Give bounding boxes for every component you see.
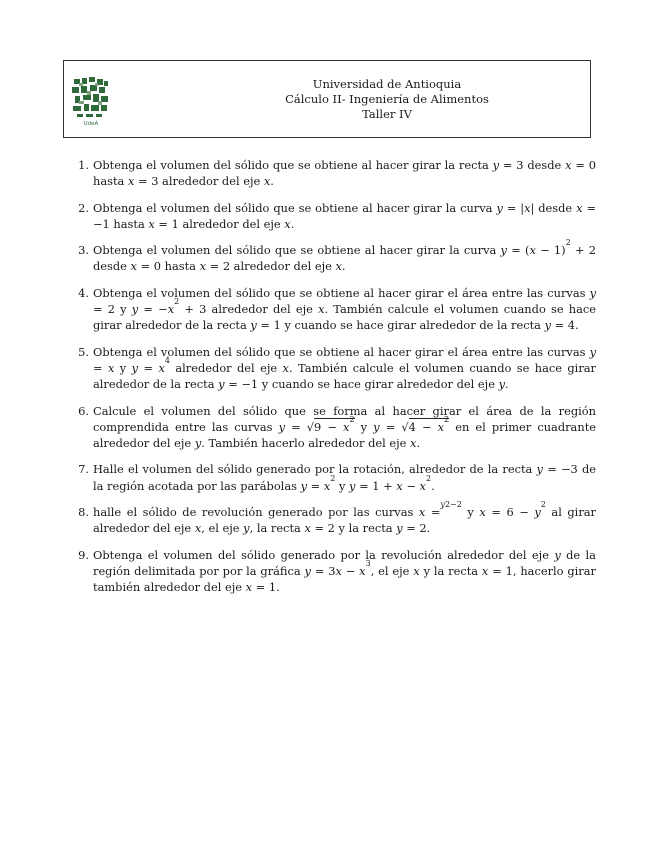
problem-number: 7. — [78, 462, 89, 477]
university-name: Universidad de Antioquia — [312, 77, 462, 91]
problem-list — [73, 157, 596, 606]
problem-number: 6. — [78, 403, 89, 418]
problem-item: 2. Obtenga el volumen del sólido que se obtiene al hacer girar la curva y = |x| desde x = −1 hasta x = 1 alrededor del eje x. — [73, 200, 596, 233]
problem-item: 3. Obtenga el volumen del sólido que se obtiene al hacer girar la curva $y = (x - 1)^2 + 2$ desde x = 0 hasta x = 2 alrededor del eje x. — [73, 242, 596, 275]
problem-number: 3. — [78, 243, 89, 258]
header-text — [184, 77, 590, 122]
problem-number: 4. — [78, 285, 89, 300]
problem-item: 6. Calcule el volumen del sólido que se forma al hacer girar el área de la región comprendida entre las curvas $y = √9 - x^2$ y $y = √4 - x^2$ en el primer cuadrante alrededor del eje y. También hacerlo alrededor del eje x. — [73, 403, 596, 452]
problem-number: 5. — [78, 344, 89, 359]
header-box — [63, 60, 591, 138]
problem-number: 1. — [78, 158, 89, 172]
problem-item: 9. Obtenga el volumen del sólido generado por la revolución alrededor del eje y de la región delimitada por por la gráfica $y = 3x - x^3$, el eje x y la recta x = 1, hacerlo girar también alrededor del eje x = 1. — [73, 547, 596, 596]
course-name: Cálculo II- Ingeniería de Alimentos — [285, 92, 489, 106]
problem-item: 7. Halle el volumen del sólido generado por la rotación, alrededor de la recta y = −3 de la región acotada por las parábolas $y = x^2$ y $y = 1 + x - x^2$. — [73, 461, 596, 494]
problem-item: 1. Obtenga el volumen del sólido que se obtiene al hacer girar la recta y = 3 desde x = 0 hasta x = 3 alrededor del eje x. — [73, 157, 596, 190]
worksheet-title: Taller IV — [362, 107, 412, 121]
problem-number: 2. — [78, 200, 89, 215]
problem-item: 4. Obtenga el volumen del sólido que se obtiene al hacer girar el área entre las curvas y = 2 y $y = -x^2 + 3$ alrededor del eje x. También calcule el volumen cuando se hace girar alrededor de la recta y = 1 y cuando se hace girar alrededor de la recta y = 4. — [73, 285, 596, 334]
problem-number: 9. — [78, 547, 89, 562]
problem-item: 5. Obtenga el volumen del sólido que se obtiene al hacer girar el área entre las curvas y = x y $y = x^4$ alrededor del eje x. También calcule el volumen cuando se hace girar alrededor de la recta y = −1 y cuando se hace girar alrededor del eje y. — [73, 344, 596, 393]
problem-number: 8. — [78, 505, 89, 520]
university-logo-icon — [70, 75, 112, 131]
svg-text:UdeA: UdeA — [83, 121, 99, 127]
problem-item: 8. halle el sólido de revolución generado por las curvas x =$^{y2-2}$ y $x = 6 - y^2$ al girar alrededor del eje x, el eje y, la recta x = 2 y la recta y = 2. — [73, 504, 596, 537]
